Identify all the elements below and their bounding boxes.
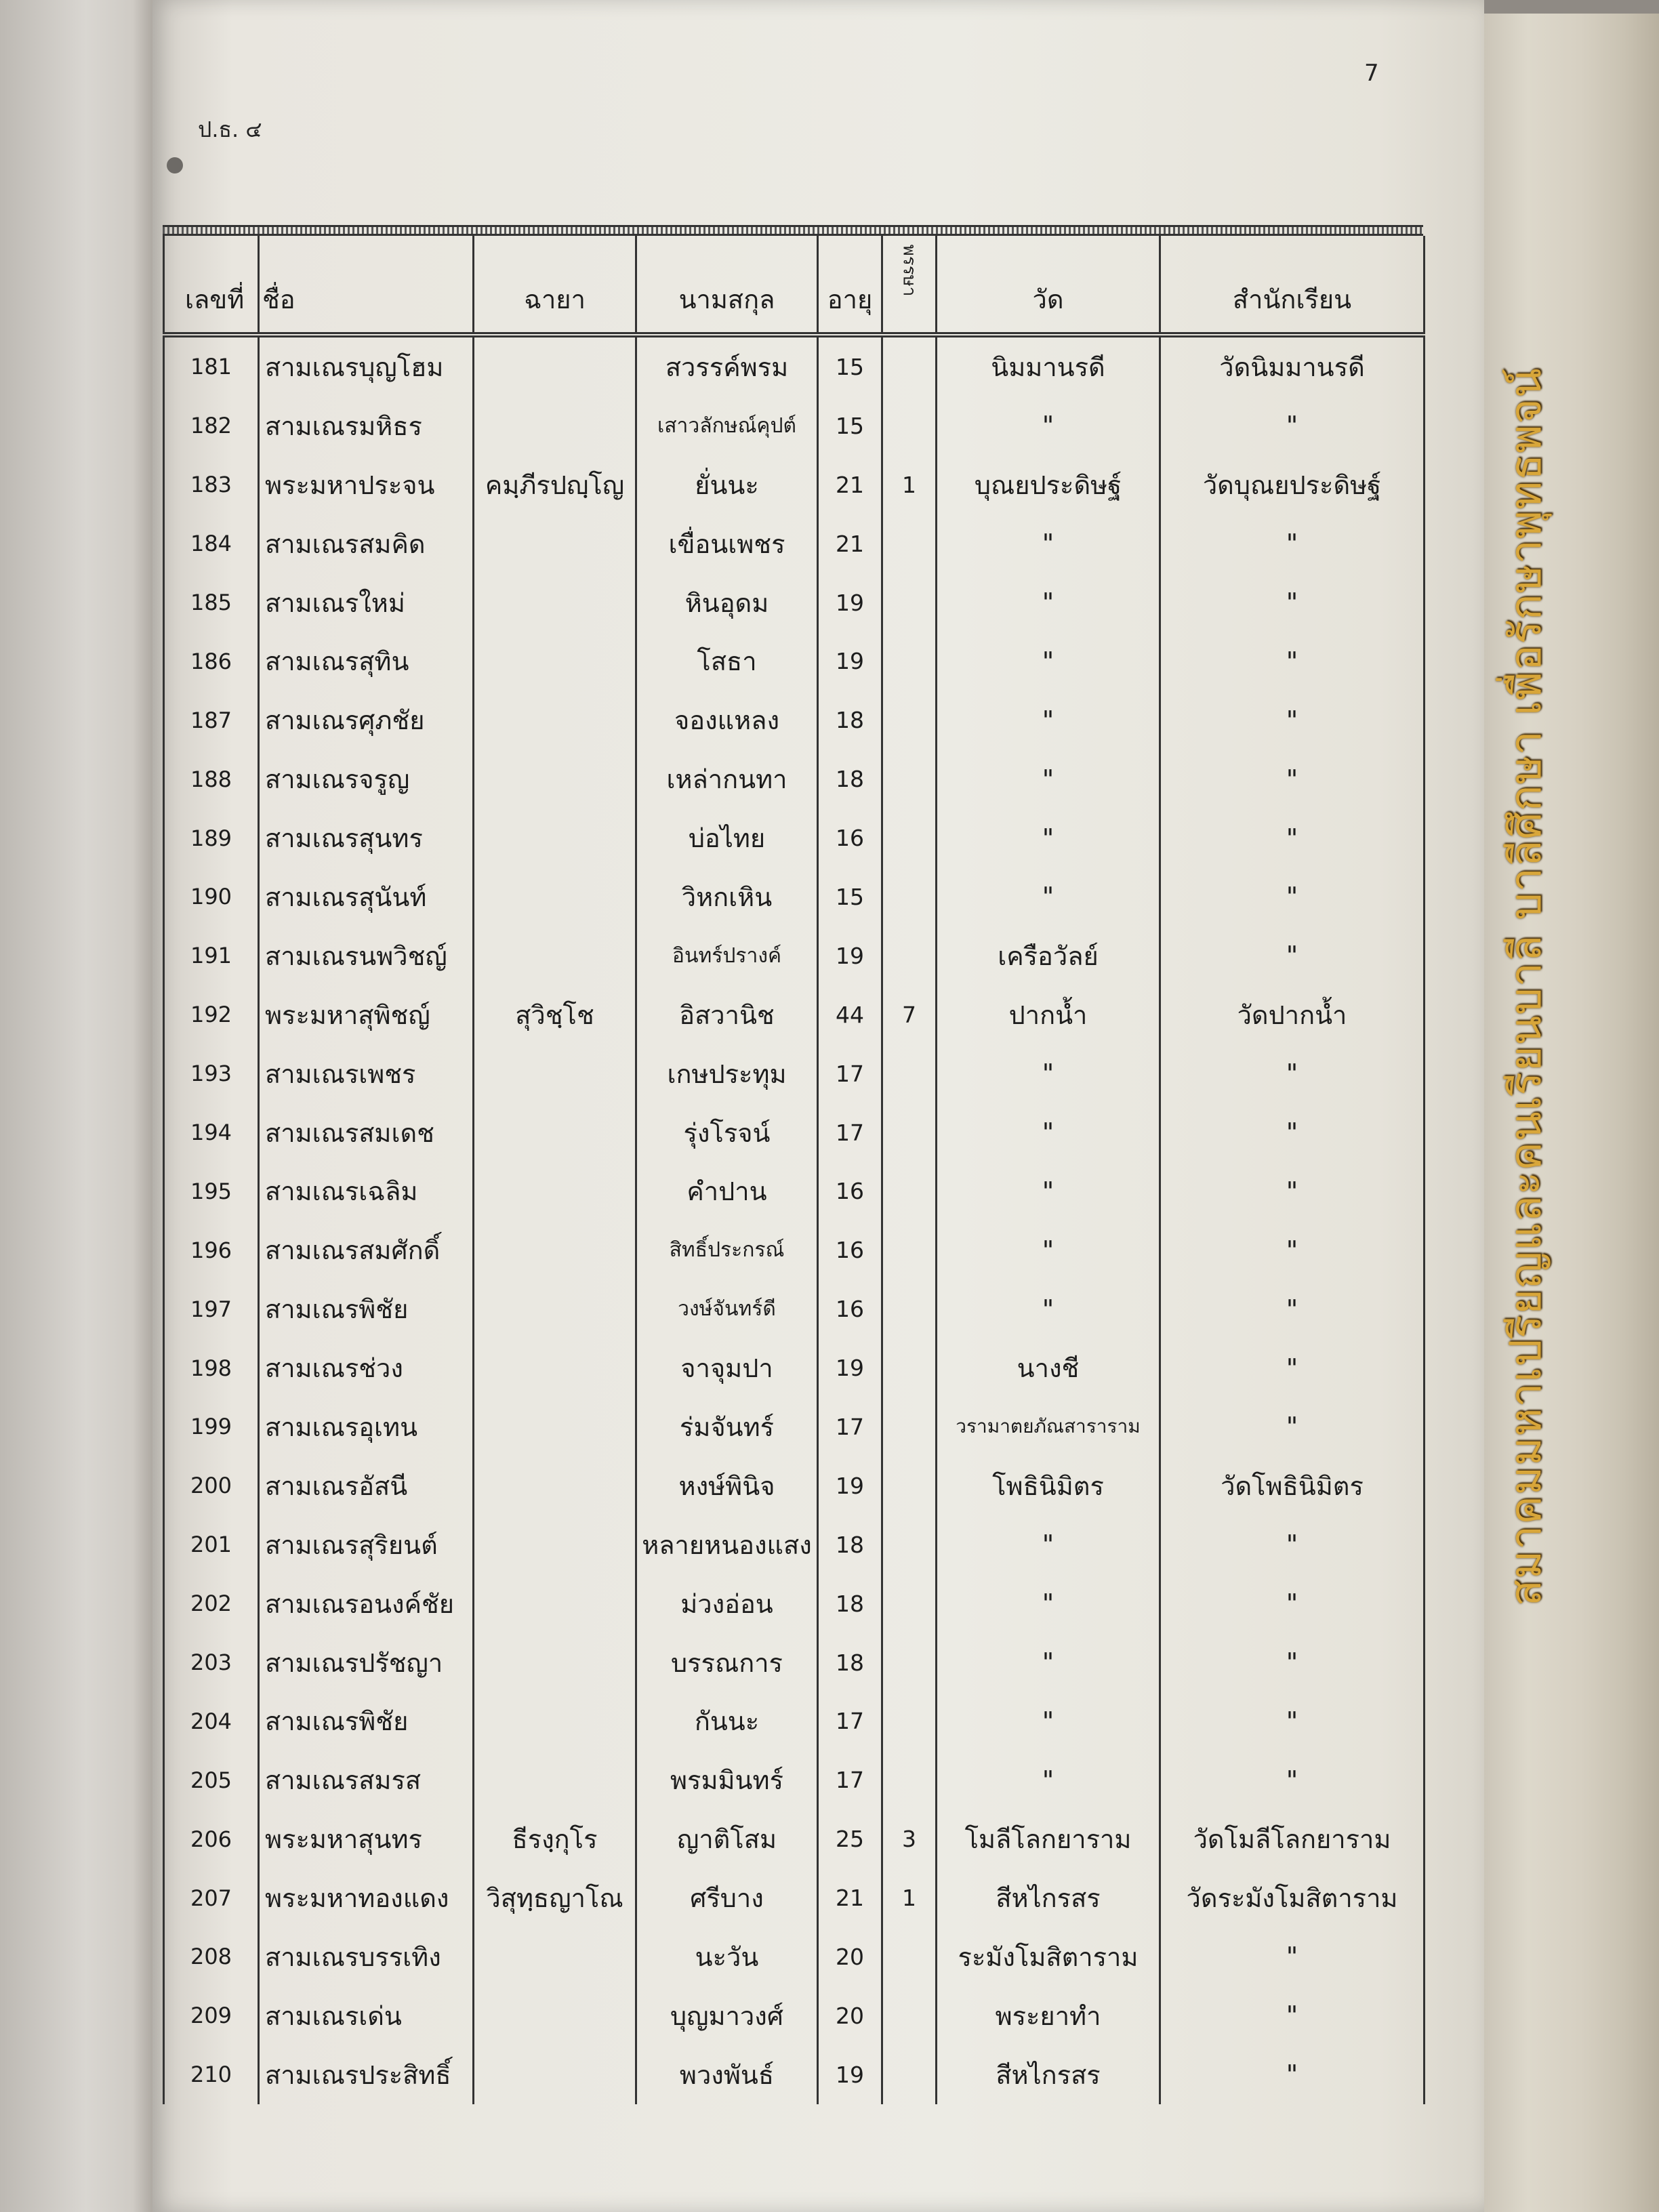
row-pansa (882, 1162, 937, 1221)
row-school: " (1160, 1633, 1425, 1692)
row-surname: รุ่งโรจน์ (636, 1103, 818, 1162)
row-chaya (474, 1692, 636, 1750)
row-pansa (882, 1044, 937, 1103)
row-pansa (882, 808, 937, 867)
row-wat: " (937, 1279, 1160, 1338)
row-number: 195 (164, 1162, 259, 1221)
header-surname: นามสกุล (636, 236, 818, 335)
table-row (164, 1162, 1425, 1221)
row-age: 21 (818, 455, 882, 514)
row-name: สามเณรช่วง (259, 1338, 474, 1397)
row-surname: วงษ์จันทร์ดี (636, 1279, 818, 1338)
row-age: 15 (818, 867, 882, 926)
row-number: 193 (164, 1044, 259, 1103)
row-chaya (474, 1103, 636, 1162)
row-wat: " (937, 514, 1160, 573)
row-school: " (1160, 867, 1425, 926)
header-school: สำนักเรียน (1160, 236, 1425, 335)
row-pansa (882, 1986, 937, 2045)
row-surname: พวงพันธ์ (636, 2045, 818, 2104)
row-age: 25 (818, 1809, 882, 1868)
row-pansa (882, 926, 937, 985)
row-school: " (1160, 750, 1425, 808)
row-wat: นิมมานรดี (937, 335, 1160, 396)
row-school: " (1160, 1692, 1425, 1750)
row-pansa (882, 1103, 937, 1162)
row-age: 18 (818, 750, 882, 808)
row-name: สามเณรจรูญ (259, 750, 474, 808)
header-name: ชื่อ (259, 236, 474, 335)
row-age: 19 (818, 1456, 882, 1515)
row-name: พระมหาสุนทร (259, 1809, 474, 1868)
row-wat: " (937, 396, 1160, 455)
row-age: 17 (818, 1750, 882, 1809)
row-name: สามเณรศุภชัย (259, 691, 474, 750)
table-row (164, 2045, 1425, 2104)
row-school: " (1160, 2045, 1425, 2104)
row-pansa (882, 573, 937, 632)
row-chaya (474, 1456, 636, 1515)
row-number: 197 (164, 1279, 259, 1338)
row-wat: ระมังโมสิตาราม (937, 1927, 1160, 1986)
table-row (164, 1279, 1425, 1338)
left-page-edge (0, 0, 156, 2212)
row-school: " (1160, 926, 1425, 985)
row-wat: " (937, 1162, 1160, 1221)
row-pansa: 1 (882, 1868, 937, 1927)
page-number: 7 (1364, 60, 1379, 87)
row-school: " (1160, 1162, 1425, 1221)
row-surname: จาจุมปา (636, 1338, 818, 1397)
row-wat: นางชี (937, 1338, 1160, 1397)
row-chaya (474, 1338, 636, 1397)
row-pansa (882, 632, 937, 691)
table-row (164, 1809, 1425, 1868)
row-surname: ร่มจันทร์ (636, 1397, 818, 1456)
row-surname: อิสวานิช (636, 985, 818, 1044)
row-number: 207 (164, 1868, 259, 1927)
row-chaya: สุวิชฺโช (474, 985, 636, 1044)
row-age: 21 (818, 1868, 882, 1927)
row-name: สามเณรนพวิชญ์ (259, 926, 474, 985)
row-number: 194 (164, 1103, 259, 1162)
row-name: พระมหาทองแดง (259, 1868, 474, 1927)
row-chaya (474, 396, 636, 455)
row-chaya (474, 691, 636, 750)
row-chaya (474, 867, 636, 926)
row-chaya (474, 1044, 636, 1103)
row-age: 19 (818, 926, 882, 985)
row-number: 198 (164, 1338, 259, 1397)
row-age: 18 (818, 691, 882, 750)
form-code: ป.ธ. ๔ (198, 117, 262, 142)
row-chaya (474, 808, 636, 867)
row-pansa (882, 514, 937, 573)
row-surname: อินทร์ปรางค์ (636, 926, 818, 985)
row-name: พระมหาสุพิชญ์ (259, 985, 474, 1044)
row-school: " (1160, 1044, 1425, 1103)
row-pansa (882, 1515, 937, 1574)
row-age: 16 (818, 1279, 882, 1338)
row-surname: บ่อไทย (636, 808, 818, 867)
row-wat: พระยาทำ (937, 1986, 1160, 2045)
row-school: " (1160, 1574, 1425, 1633)
watermark-text: สมาคมมหาเปรียญและคนเรียนบาลี บาลีศึกษา เพื่อรักษาพุทธพจน์ (1501, 367, 1551, 1606)
row-number: 187 (164, 691, 259, 750)
row-pansa (882, 1927, 937, 1986)
table-row (164, 514, 1425, 573)
results-table-wrapper (163, 225, 1423, 2104)
row-age: 19 (818, 2045, 882, 2104)
row-name: พระมหาประจน (259, 455, 474, 514)
row-school: " (1160, 573, 1425, 632)
row-chaya (474, 1750, 636, 1809)
row-chaya (474, 1221, 636, 1279)
row-chaya (474, 1633, 636, 1692)
row-wat: ปากน้ำ (937, 985, 1160, 1044)
table-row (164, 985, 1425, 1044)
header-pansa-label: พรรษา (899, 244, 920, 297)
table-row (164, 1868, 1425, 1927)
row-number: 199 (164, 1397, 259, 1456)
row-chaya (474, 1397, 636, 1456)
row-chaya (474, 1927, 636, 1986)
table-row (164, 1927, 1425, 1986)
row-name: สามเณรพิชัย (259, 1279, 474, 1338)
header-age: อายุ (818, 236, 882, 335)
row-number: 201 (164, 1515, 259, 1574)
row-school: " (1160, 1397, 1425, 1456)
row-surname: สวรรค์พรม (636, 335, 818, 396)
row-pansa (882, 1692, 937, 1750)
row-number: 206 (164, 1809, 259, 1868)
table-row (164, 1044, 1425, 1103)
row-school: " (1160, 632, 1425, 691)
row-wat: " (937, 1633, 1160, 1692)
row-school: วัดปากน้ำ (1160, 985, 1425, 1044)
row-surname: ม่วงอ่อน (636, 1574, 818, 1633)
row-number: 188 (164, 750, 259, 808)
row-chaya (474, 1574, 636, 1633)
row-school: วัดนิมมานรดี (1160, 335, 1425, 396)
row-name: สามเณรสุริยนต์ (259, 1515, 474, 1574)
row-pansa: 3 (882, 1809, 937, 1868)
row-pansa (882, 1750, 937, 1809)
row-chaya (474, 750, 636, 808)
table-row (164, 1456, 1425, 1515)
row-school: " (1160, 1221, 1425, 1279)
row-number: 189 (164, 808, 259, 867)
row-name: สามเณรสุทิน (259, 632, 474, 691)
row-wat: เครือวัลย์ (937, 926, 1160, 985)
table-row (164, 1397, 1425, 1456)
row-age: 15 (818, 335, 882, 396)
row-number: 182 (164, 396, 259, 455)
row-number: 183 (164, 455, 259, 514)
row-school: " (1160, 808, 1425, 867)
row-name: สามเณรพิชัย (259, 1692, 474, 1750)
row-wat: " (937, 691, 1160, 750)
row-number: 184 (164, 514, 259, 573)
row-chaya (474, 573, 636, 632)
row-pansa: 7 (882, 985, 937, 1044)
row-chaya (474, 1279, 636, 1338)
row-surname: เขื่อนเพชร (636, 514, 818, 573)
row-wat: สีหไกรสร (937, 2045, 1160, 2104)
row-name: สามเณรสมคิด (259, 514, 474, 573)
row-number: 181 (164, 335, 259, 396)
table-row (164, 1574, 1425, 1633)
row-school: วัดระมังโมสิตาราม (1160, 1868, 1425, 1927)
table-row (164, 455, 1425, 514)
row-wat: " (937, 1103, 1160, 1162)
row-pansa: 1 (882, 455, 937, 514)
row-wat: " (937, 867, 1160, 926)
row-name: สามเณรใหม่ (259, 573, 474, 632)
table-body (164, 335, 1425, 2104)
row-name: สามเณรสมเดช (259, 1103, 474, 1162)
row-school: " (1160, 1338, 1425, 1397)
row-chaya (474, 632, 636, 691)
row-age: 20 (818, 1986, 882, 2045)
row-number: 200 (164, 1456, 259, 1515)
row-age: 19 (818, 1338, 882, 1397)
row-pansa (882, 1338, 937, 1397)
header-wat: วัด (937, 236, 1160, 335)
results-table (163, 236, 1425, 2104)
row-surname: พรมมินทร์ (636, 1750, 818, 1809)
row-age: 44 (818, 985, 882, 1044)
table-row (164, 396, 1425, 455)
row-name: สามเณรบุญโฮม (259, 335, 474, 396)
row-surname: โสธา (636, 632, 818, 691)
row-surname: บรรณการ (636, 1633, 818, 1692)
row-chaya: คมฺภีรปญฺโญ (474, 455, 636, 514)
row-name: สามเณรประสิทธิ์ (259, 2045, 474, 2104)
row-school: วัดบุณยประดิษฐ์ (1160, 455, 1425, 514)
table-row (164, 867, 1425, 926)
row-pansa (882, 1221, 937, 1279)
table-row (164, 632, 1425, 691)
row-pansa (882, 396, 937, 455)
row-school: " (1160, 1750, 1425, 1809)
row-school: " (1160, 1279, 1425, 1338)
row-school: " (1160, 1986, 1425, 2045)
row-number: 205 (164, 1750, 259, 1809)
row-surname: สิทธิ์ประกรณ์ (636, 1221, 818, 1279)
row-chaya (474, 926, 636, 985)
row-number: 196 (164, 1221, 259, 1279)
row-wat: " (937, 632, 1160, 691)
row-age: 17 (818, 1692, 882, 1750)
table-row (164, 1338, 1425, 1397)
row-surname: ศรีบาง (636, 1868, 818, 1927)
row-surname: ยั่นนะ (636, 455, 818, 514)
table-row (164, 691, 1425, 750)
row-wat: " (937, 1574, 1160, 1633)
row-number: 192 (164, 985, 259, 1044)
row-name: สามเณรเฉลิม (259, 1162, 474, 1221)
row-surname: คำปาน (636, 1162, 818, 1221)
table-row (164, 1515, 1425, 1574)
row-surname: หินอุดม (636, 573, 818, 632)
table-row (164, 573, 1425, 632)
row-surname: นะวัน (636, 1927, 818, 1986)
row-name: สามเณรอนงค์ชัย (259, 1574, 474, 1633)
table-row (164, 1221, 1425, 1279)
row-number: 208 (164, 1927, 259, 1986)
row-pansa (882, 750, 937, 808)
row-number: 209 (164, 1986, 259, 2045)
row-chaya (474, 335, 636, 396)
row-wat: โมลีโลกยาราม (937, 1809, 1160, 1868)
row-age: 15 (818, 396, 882, 455)
row-wat: วรามาตยภัณสาราราม (937, 1397, 1160, 1456)
row-wat: " (937, 573, 1160, 632)
row-chaya (474, 514, 636, 573)
row-school: วัดโมลีโลกยาราม (1160, 1809, 1425, 1868)
row-chaya (474, 2045, 636, 2104)
table-row (164, 1633, 1425, 1692)
row-name: สามเณรสมศักดิ์ (259, 1221, 474, 1279)
row-school: " (1160, 514, 1425, 573)
row-surname: เหล่ากนทา (636, 750, 818, 808)
row-pansa (882, 691, 937, 750)
row-pansa (882, 1279, 937, 1338)
row-age: 17 (818, 1397, 882, 1456)
row-school: " (1160, 1927, 1425, 1986)
row-surname: บุญมาวงศ์ (636, 1986, 818, 2045)
row-age: 18 (818, 1574, 882, 1633)
table-row (164, 1692, 1425, 1750)
row-chaya (474, 1162, 636, 1221)
row-surname: กันนะ (636, 1692, 818, 1750)
row-number: 210 (164, 2045, 259, 2104)
row-school: " (1160, 1103, 1425, 1162)
row-name: สามเณรเด่น (259, 1986, 474, 2045)
row-surname: ญาติโสม (636, 1809, 818, 1868)
row-number: 204 (164, 1692, 259, 1750)
row-pansa (882, 2045, 937, 2104)
row-school: " (1160, 1515, 1425, 1574)
row-age: 17 (818, 1103, 882, 1162)
row-age: 17 (818, 1044, 882, 1103)
row-name: สามเณรสมรส (259, 1750, 474, 1809)
row-name: สามเณรมหิธร (259, 396, 474, 455)
row-name: สามเณรอุเทน (259, 1397, 474, 1456)
row-chaya: ธีรงฺกุโร (474, 1809, 636, 1868)
row-wat: " (937, 1515, 1160, 1574)
row-name: สามเณรสุนันท์ (259, 867, 474, 926)
table-row (164, 1103, 1425, 1162)
row-school: " (1160, 691, 1425, 750)
row-number: 190 (164, 867, 259, 926)
header-chaya: ฉายา (474, 236, 636, 335)
row-age: 18 (818, 1515, 882, 1574)
row-wat: " (937, 808, 1160, 867)
row-wat: " (937, 750, 1160, 808)
row-surname: เสาวลักษณ์คุปต์ (636, 396, 818, 455)
table-row (164, 750, 1425, 808)
row-surname: วิหกเหิน (636, 867, 818, 926)
row-pansa (882, 867, 937, 926)
row-surname: หงษ์พินิจ (636, 1456, 818, 1515)
table-top-rule (163, 225, 1423, 236)
row-wat: " (937, 1750, 1160, 1809)
row-surname: จองแหลง (636, 691, 818, 750)
row-wat: โพธินิมิตร (937, 1456, 1160, 1515)
row-school: วัดโพธินิมิตร (1160, 1456, 1425, 1515)
row-age: 16 (818, 1221, 882, 1279)
row-age: 19 (818, 632, 882, 691)
row-chaya: วิสุทฺธญาโณ (474, 1868, 636, 1927)
table-row (164, 1986, 1425, 2045)
row-pansa (882, 1397, 937, 1456)
row-surname: เกษประทุม (636, 1044, 818, 1103)
header-number: เลขที่ (164, 236, 259, 335)
table-row (164, 335, 1425, 396)
row-wat: บุณยประดิษฐ์ (937, 455, 1160, 514)
row-surname: หลายหนองแสง (636, 1515, 818, 1574)
table-row (164, 1750, 1425, 1809)
row-wat: สีหไกรสร (937, 1868, 1160, 1927)
punch-hole (167, 157, 183, 173)
row-age: 18 (818, 1633, 882, 1692)
row-name: สามเณรเพชร (259, 1044, 474, 1103)
header-pansa (882, 236, 937, 335)
row-pansa (882, 335, 937, 396)
table-row (164, 808, 1425, 867)
row-number: 185 (164, 573, 259, 632)
row-name: สามเณรสุนทร (259, 808, 474, 867)
row-number: 203 (164, 1633, 259, 1692)
row-age: 16 (818, 808, 882, 867)
row-chaya (474, 1515, 636, 1574)
table-header-row (164, 236, 1425, 335)
row-age: 16 (818, 1162, 882, 1221)
row-wat: " (937, 1221, 1160, 1279)
row-number: 191 (164, 926, 259, 985)
row-pansa (882, 1456, 937, 1515)
row-pansa (882, 1633, 937, 1692)
row-age: 20 (818, 1927, 882, 1986)
row-name: สามเณรบรรเทิง (259, 1927, 474, 1986)
row-number: 202 (164, 1574, 259, 1633)
row-name: สามเณรอัสนี (259, 1456, 474, 1515)
row-age: 21 (818, 514, 882, 573)
row-wat: " (937, 1044, 1160, 1103)
table-row (164, 926, 1425, 985)
row-number: 186 (164, 632, 259, 691)
row-age: 19 (818, 573, 882, 632)
row-wat: " (937, 1692, 1160, 1750)
row-school: " (1160, 396, 1425, 455)
row-name: สามเณรปรัชญา (259, 1633, 474, 1692)
row-pansa (882, 1574, 937, 1633)
row-chaya (474, 1986, 636, 2045)
